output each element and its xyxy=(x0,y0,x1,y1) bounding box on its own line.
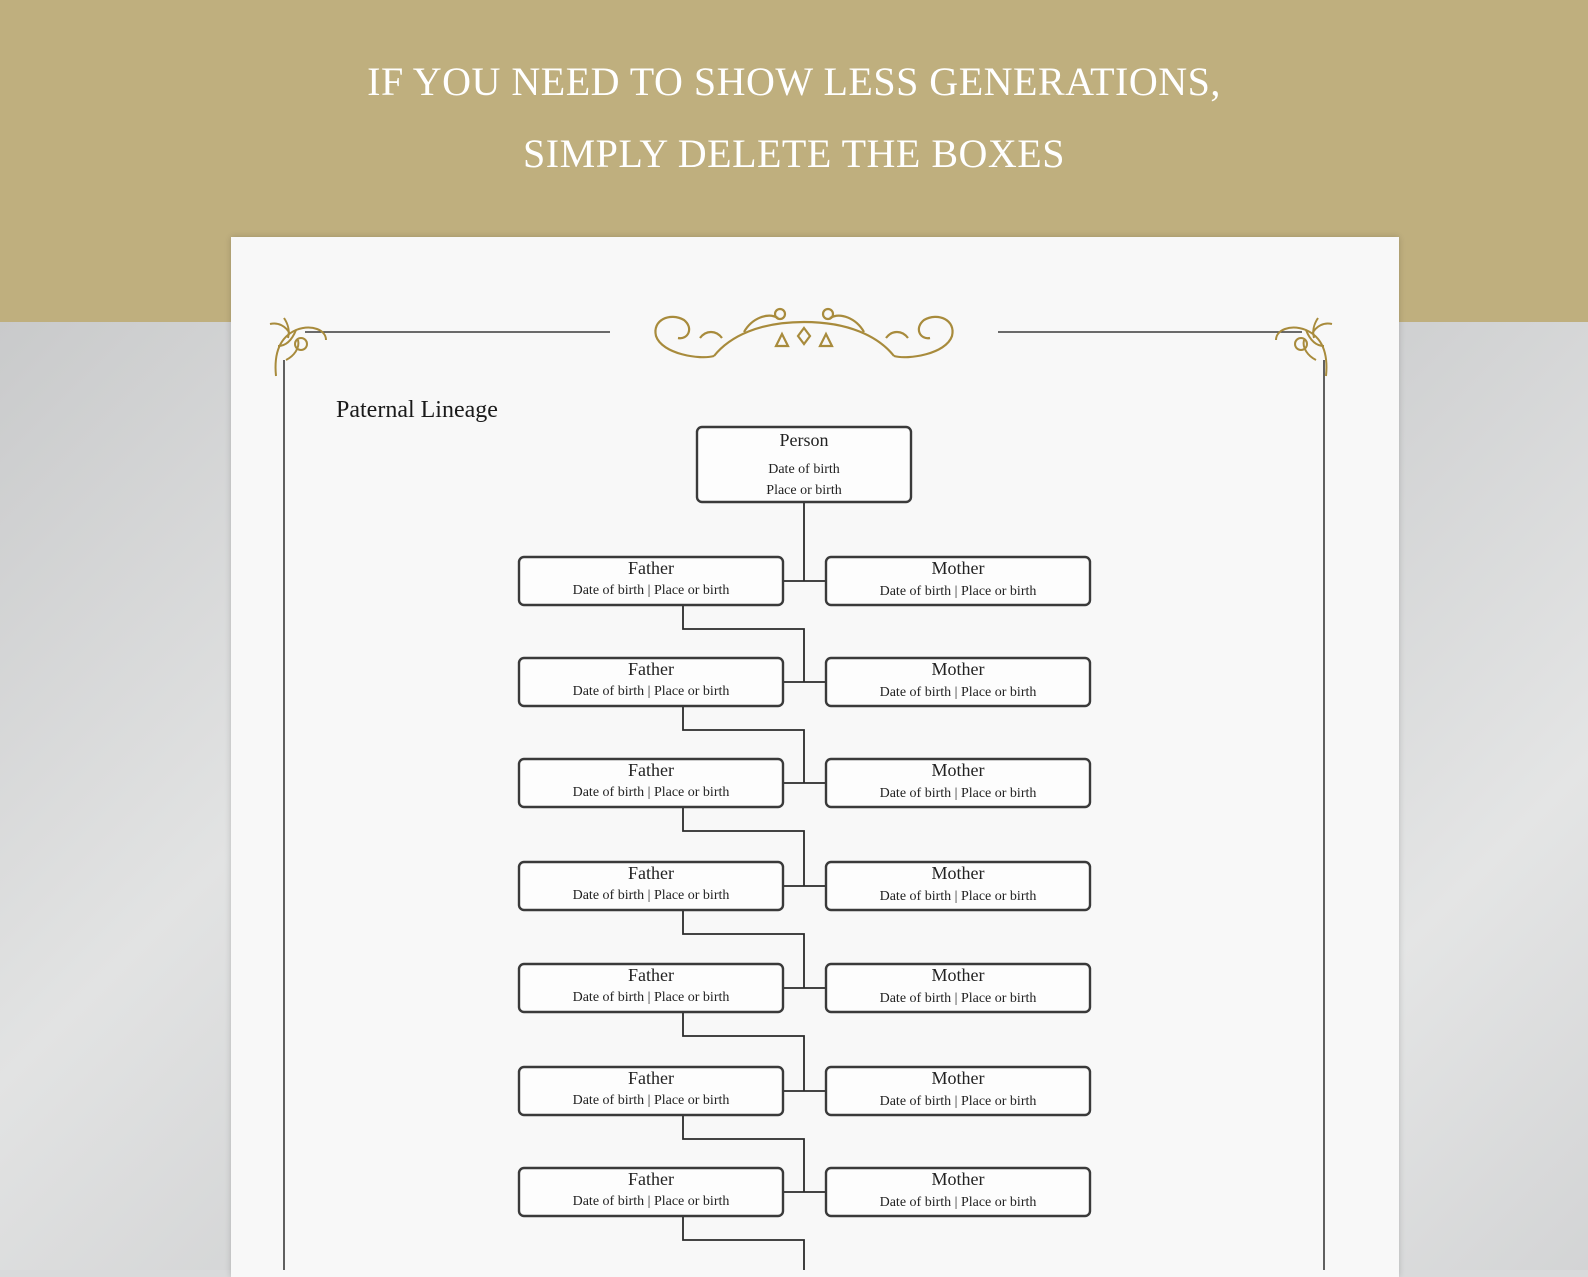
banner-line-1: IF YOU NEED TO SHOW LESS GENERATIONS, xyxy=(367,59,1221,104)
descent-connector xyxy=(683,1216,804,1270)
mother-title: Mother xyxy=(931,558,985,578)
mother-title: Mother xyxy=(931,863,985,883)
banner-line-2: SIMPLY DELETE THE BOXES xyxy=(523,131,1065,176)
mother-title: Mother xyxy=(931,1169,985,1189)
father-title: Father xyxy=(628,760,674,780)
father-info: Date of birth | Place or birth xyxy=(572,684,730,699)
section-title: Paternal Lineage xyxy=(336,397,498,423)
flourish-ornament-icon xyxy=(655,309,952,357)
mother-title: Mother xyxy=(931,760,985,780)
mother-info: Date of birth | Place or birth xyxy=(879,889,1037,904)
father-title: Father xyxy=(628,1169,674,1189)
father-info: Date of birth | Place or birth xyxy=(572,888,730,903)
father-info: Date of birth | Place or birth xyxy=(572,1194,730,1209)
mother-info: Date of birth | Place or birth xyxy=(879,685,1037,700)
mother-title: Mother xyxy=(931,965,985,985)
father-info: Date of birth | Place or birth xyxy=(572,583,730,598)
person-date: Date of birth xyxy=(768,462,840,477)
father-title: Father xyxy=(628,659,674,679)
corner-ornament-left-icon xyxy=(270,318,326,376)
mother-title: Mother xyxy=(931,1068,985,1088)
father-title: Father xyxy=(628,863,674,883)
mother-info: Date of birth | Place or birth xyxy=(879,1094,1037,1109)
person-place: Place or birth xyxy=(766,483,842,498)
father-info: Date of birth | Place or birth xyxy=(572,990,730,1005)
mother-info: Date of birth | Place or birth xyxy=(879,1195,1037,1210)
mother-info: Date of birth | Place or birth xyxy=(879,584,1037,599)
father-info: Date of birth | Place or birth xyxy=(572,1093,730,1108)
mother-info: Date of birth | Place or birth xyxy=(879,991,1037,1006)
person-title: Person xyxy=(779,430,829,450)
father-title: Father xyxy=(628,1068,674,1088)
mother-title: Mother xyxy=(931,659,985,679)
mother-info: Date of birth | Place or birth xyxy=(879,786,1037,801)
father-info: Date of birth | Place or birth xyxy=(572,785,730,800)
father-title: Father xyxy=(628,965,674,985)
father-title: Father xyxy=(628,558,674,578)
